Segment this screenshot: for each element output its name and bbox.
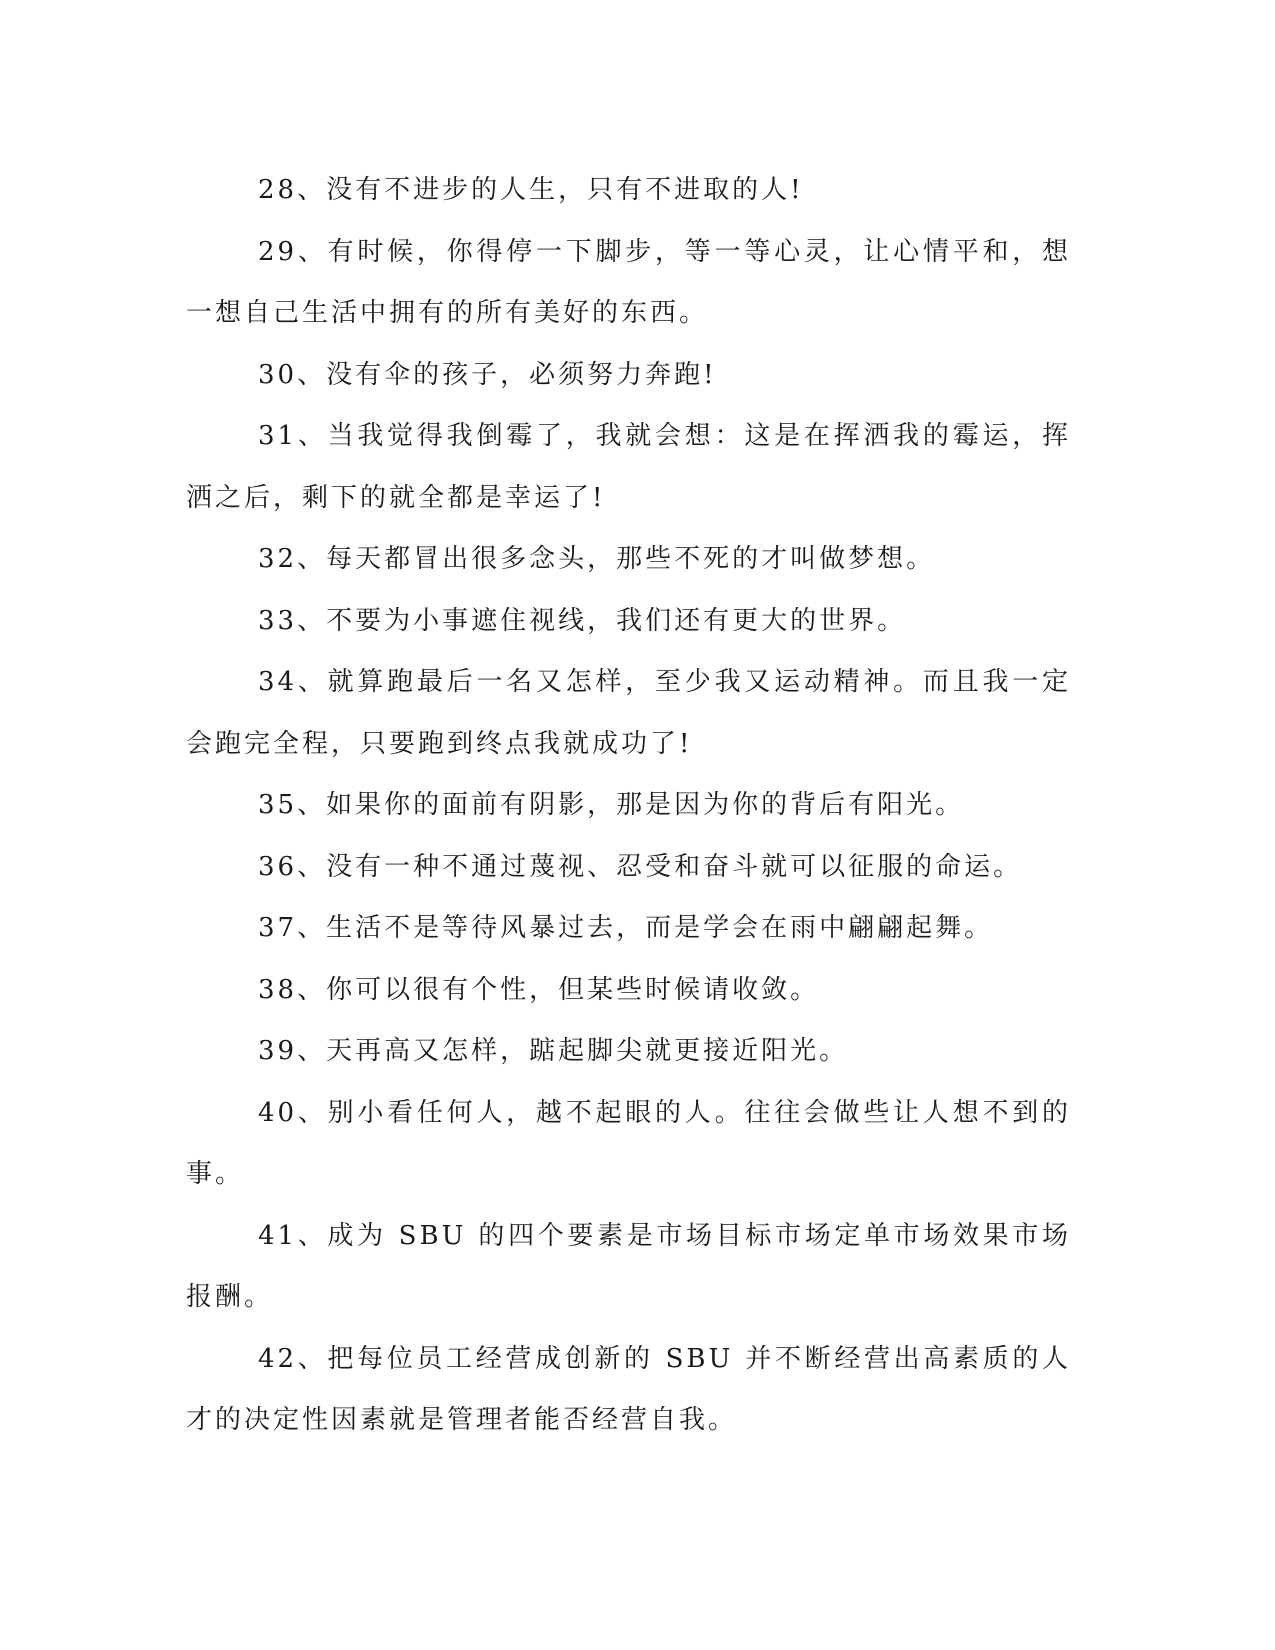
paragraph-40: 40、别小看任何人，越不起眼的人。往往会做些让人想不到的事。 bbox=[186, 1097, 1071, 1189]
paragraph-28: 28、没有不进步的人生，只有不进取的人! bbox=[258, 175, 804, 205]
paragraph-31: 31、当我觉得我倒霉了，我就会想：这是在挥洒我的霉运，挥洒之后，剩下的就全都是幸运了! bbox=[186, 421, 1071, 513]
paragraph-32: 32、每天都冒出很多念头，那些不死的才叫做梦想。 bbox=[258, 544, 936, 574]
paragraph-36: 36、没有一种不通过蔑视、忍受和奋斗就可以征服的命运。 bbox=[258, 851, 1023, 882]
paragraph-42: 42、把每位员工经营成创新的 SBU 并不断经营出高素质的人才的决定性因素就是管理者能否经营自我。 bbox=[186, 1343, 1071, 1435]
paragraph-30: 30、没有伞的孩子，必须努力奔跑! bbox=[258, 359, 717, 390]
paragraph-37: 37、生活不是等待风暴过去，而是学会在雨中翩翩起舞。 bbox=[258, 913, 994, 943]
paragraph-35: 35、如果你的面前有阴影，那是因为你的背后有阳光。 bbox=[258, 790, 965, 820]
paragraph-29: 29、有时候，你得停一下脚步，等一等心灵，让心情平和，想一想自己生活中拥有的所有美好的东西。 bbox=[186, 236, 1071, 328]
paragraph-39: 39、天再高又怎样，踮起脚尖就更接近阳光。 bbox=[258, 1036, 849, 1066]
paragraph-34: 34、就算跑最后一名又怎样，至少我又运动精神。而且我一定会跑完全程，只要跑到终点我就成功了! bbox=[186, 667, 1071, 759]
document-body bbox=[186, 160, 1071, 1452]
paragraph-41: 41、成为 SBU 的四个要素是市场目标市场定单市场效果市场报酬。 bbox=[186, 1220, 1071, 1312]
paragraph-33: 33、不要为小事遮住视线，我们还有更大的世界。 bbox=[258, 605, 907, 636]
paragraph-38: 38、你可以很有个性，但某些时候请收敛。 bbox=[258, 974, 820, 1005]
